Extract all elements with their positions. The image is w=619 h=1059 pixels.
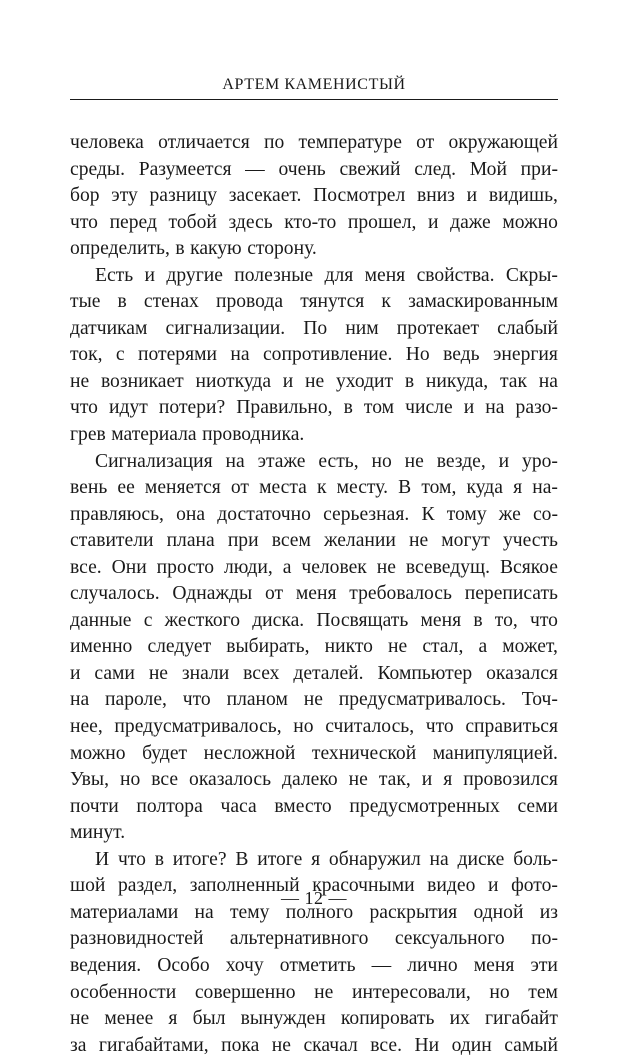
text-line: данные с жесткого диска. Посвящать меня в то, что (70, 609, 558, 631)
text-line: Есть и другие полезные для меня свойства. Скры- (95, 264, 558, 286)
header-rule (70, 99, 558, 100)
text-line: грев материала проводника. (70, 424, 305, 446)
text-line: датчикам сигнализации. По ним протекает слабый (70, 317, 558, 339)
text-line: за гигабайтами, пока не скачал все. Ни один самый (70, 1034, 558, 1056)
text-line: что перед тобой здесь кто-то прошел, и даже можно (70, 211, 558, 233)
text-line: ведения. Особо хочу отметить — лично меня эти (70, 954, 558, 976)
text-line: среды. Разумеется — очень свежий след. Мой при- (70, 158, 558, 180)
text-line: можно будет несложной технической манипуляцией. (70, 742, 558, 764)
text-line: вень ее меняется от места к месту. В том, куда я на- (70, 477, 558, 499)
text-line: все. Они просто люди, а человек не всеведущ. Всякое (70, 556, 558, 578)
text-line: не возникает ниоткуда и не уходит в никуда, так на (70, 370, 558, 392)
text-line: нее, предусматривалось, но считалось, что справиться (70, 716, 558, 738)
text-line: материалами на тему полного раскрытия одной из (70, 901, 558, 923)
text-line: человека отличается по температуре от окружающей (70, 132, 558, 153)
body-text (70, 130, 558, 1059)
text-line: тые в стенах провода тянутся к замаскированным (70, 291, 558, 313)
text-line: именно следует выбирать, никто не стал, а может, (70, 636, 558, 658)
text-line: ток, с потерями на сопротивление. Но ведь энергия (70, 344, 558, 366)
text-line: правляюсь, она достаточно серьезная. К тому же со- (70, 503, 558, 525)
text-line: ставители плана при всем желании не могут учесть (70, 530, 558, 552)
text-line: на пароле, что планом не предусматривалось. Точ- (70, 689, 558, 711)
text-line: разновидностей альтернативного сексуального по- (70, 928, 558, 950)
running-header: АРТЕМ КАМЕНИСТЫЙ (222, 76, 406, 93)
text-line: почти полтора часа вместо предусмотренных семи (70, 795, 558, 817)
text-line: Увы, но все оказалось далеко не так, и я провозился (70, 769, 558, 791)
text-line: что идут потери? Правильно, в том числе и на разо- (70, 397, 558, 419)
text-line: не менее я был вынужден копировать их гигабайт (70, 1008, 558, 1030)
text-line: Сигнализация на этаже есть, но не везде, и уро- (95, 450, 558, 472)
page-number: — 12 — (281, 888, 347, 908)
text-line: И что в итоге? В итоге я обнаружил на диске боль- (95, 848, 558, 870)
text-line: и сами не знали всех деталей. Компьютер оказался (70, 662, 558, 684)
text-line: случалось. Однажды от меня требовалось переписать (70, 583, 558, 605)
text-line: особенности совершенно не интересовали, но тем (70, 981, 558, 1003)
text-line: определить, в какую сторону. (70, 238, 317, 260)
text-line: шой раздел, заполненный красочными видео и фото- (70, 875, 558, 897)
text-line: минут. (70, 822, 126, 844)
text-line: бор эту разницу засекает. Посмотрел вниз и видишь, (70, 185, 558, 207)
